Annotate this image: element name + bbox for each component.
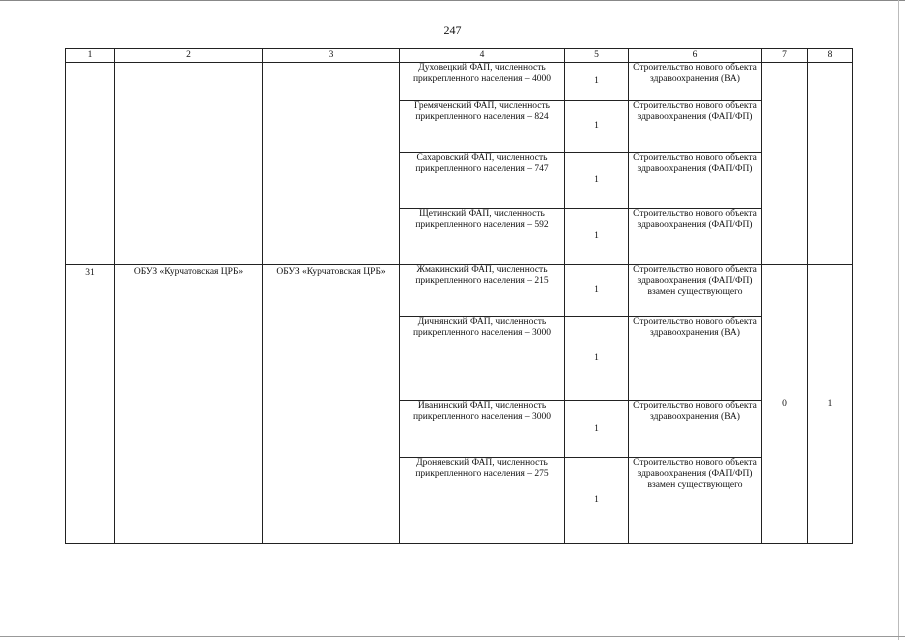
facility-cell: Сахаровский ФАП, численность прикрепленного населения – 747 xyxy=(400,153,565,209)
value-cell-col8: 1 xyxy=(808,265,853,544)
column-number: 6 xyxy=(629,49,762,63)
value-cell-col7 xyxy=(762,63,808,265)
scan-bottom-edge-line xyxy=(0,636,905,637)
facility-cell: Дичнянский ФАП, численность прикрепленного населения – 3000 xyxy=(400,317,565,401)
scan-top-edge xyxy=(0,0,905,1)
count-cell: 1 xyxy=(565,209,629,265)
column-number: 1 xyxy=(66,49,115,63)
row-number-cell: 31 xyxy=(66,265,115,544)
facility-cell: Дроняевский ФАП, численность прикрепленного населения – 275 xyxy=(400,458,565,544)
column-number: 5 xyxy=(565,49,629,63)
column-number: 4 xyxy=(400,49,565,63)
facility-cell: Щетинский ФАП, численность прикрепленного населения – 592 xyxy=(400,209,565,265)
scan-right-edge-line xyxy=(898,0,899,640)
column-number: 8 xyxy=(808,49,853,63)
action-cell: Строительство нового объекта здравоохранения (ВА) xyxy=(629,401,762,458)
action-cell: Строительство нового объекта здравоохранения (ВА) xyxy=(629,317,762,401)
facility-cell: Гремяченский ФАП, численность прикрепленного населения – 824 xyxy=(400,101,565,153)
count-cell: 1 xyxy=(565,63,629,101)
value-cell-col7: 0 xyxy=(762,265,808,544)
institution-cell: ОБУЗ «Курчатовская ЦРБ» xyxy=(263,265,400,544)
action-cell: Строительство нового объекта здравоохранения (ВА) xyxy=(629,63,762,101)
facility-cell: Иванинский ФАП, численность прикрепленного населения – 3000 xyxy=(400,401,565,458)
action-cell: Строительство нового объекта здравоохранения (ФАП/ФП) xyxy=(629,101,762,153)
count-cell: 1 xyxy=(565,101,629,153)
action-cell: Строительство нового объекта здравоохранения (ФАП/ФП) xyxy=(629,209,762,265)
table-row xyxy=(66,63,853,101)
action-cell: Строительство нового объекта здравоохранения (ФАП/ФП) взамен существующего xyxy=(629,458,762,544)
count-cell: 1 xyxy=(565,265,629,317)
row-number-cell xyxy=(66,63,115,265)
column-number: 2 xyxy=(115,49,263,63)
institution-cell xyxy=(263,63,400,265)
facility-cell: Духовецкий ФАП, численность прикрепленного населения – 4000 xyxy=(400,63,565,101)
organization-cell: ОБУЗ «Курчатовская ЦРБ» xyxy=(115,265,263,544)
organization-cell xyxy=(115,63,263,265)
facilities-table xyxy=(65,48,853,544)
count-cell: 1 xyxy=(565,317,629,401)
facility-cell: Жмакинский ФАП, численность прикрепленного населения – 215 xyxy=(400,265,565,317)
column-number-header-row xyxy=(66,49,853,63)
column-number: 7 xyxy=(762,49,808,63)
column-number: 3 xyxy=(263,49,400,63)
count-cell: 1 xyxy=(565,458,629,544)
table-row xyxy=(66,265,853,317)
count-cell: 1 xyxy=(565,401,629,458)
page-number: 247 xyxy=(443,23,462,37)
count-cell: 1 xyxy=(565,153,629,209)
action-cell: Строительство нового объекта здравоохранения (ФАП/ФП) xyxy=(629,153,762,209)
action-cell: Строительство нового объекта здравоохранения (ФАП/ФП) взамен существующего xyxy=(629,265,762,317)
value-cell-col8 xyxy=(808,63,853,265)
